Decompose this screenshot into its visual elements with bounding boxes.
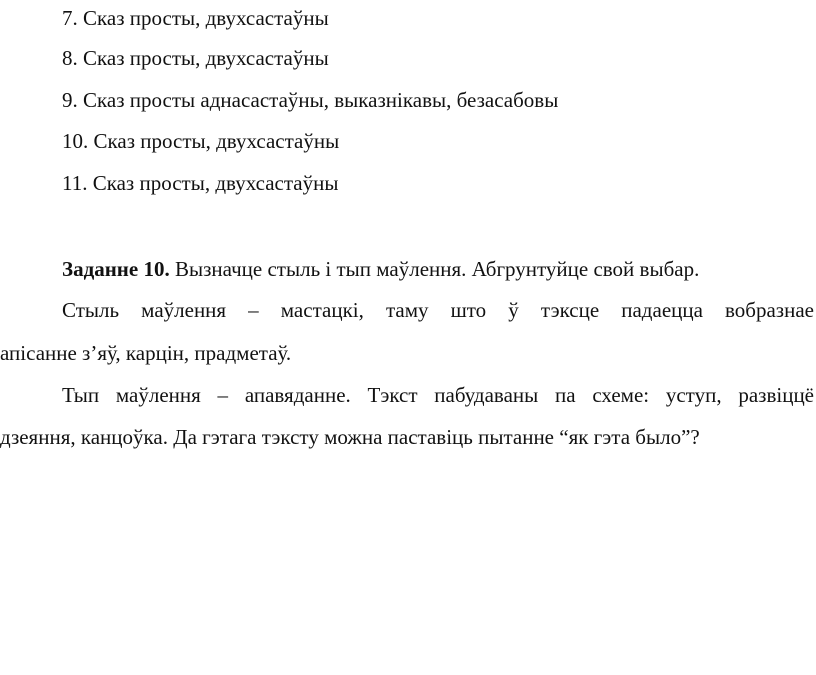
task-question: Вызначце стыль і тып маўлення. Абгрунтуйце свой выбар.	[169, 257, 700, 281]
list-item: 7. Сказ просты, двухсастаўны	[62, 6, 329, 30]
list-item: 9. Сказ просты аднасастаўны, выказнікавы, безасабовы	[62, 88, 559, 112]
task-heading	[62, 256, 699, 282]
type-paragraph-line-2: дзеяння, канцоўка. Да гэтага тэксту можна паставіць пытанне “як гэта было”?	[0, 425, 700, 449]
type-paragraph-line-1: Тып маўлення – апавяданне. Тэкст пабудаваны па схеме: уступ, развіццё	[62, 383, 814, 407]
list-item: 8. Сказ просты, двухсастаўны	[62, 46, 329, 70]
list-item: 11. Сказ просты, двухсастаўны	[62, 171, 339, 195]
style-paragraph-line-2: апісанне з’яў, карцін, прадметаў.	[0, 341, 292, 365]
style-paragraph-line-1: Стыль маўлення – мастацкі, таму што ў тэксце падаецца вобразнае	[62, 298, 814, 322]
task-label: Заданне 10.	[62, 257, 170, 281]
list-item: 10. Сказ просты, двухсастаўны	[62, 129, 340, 153]
